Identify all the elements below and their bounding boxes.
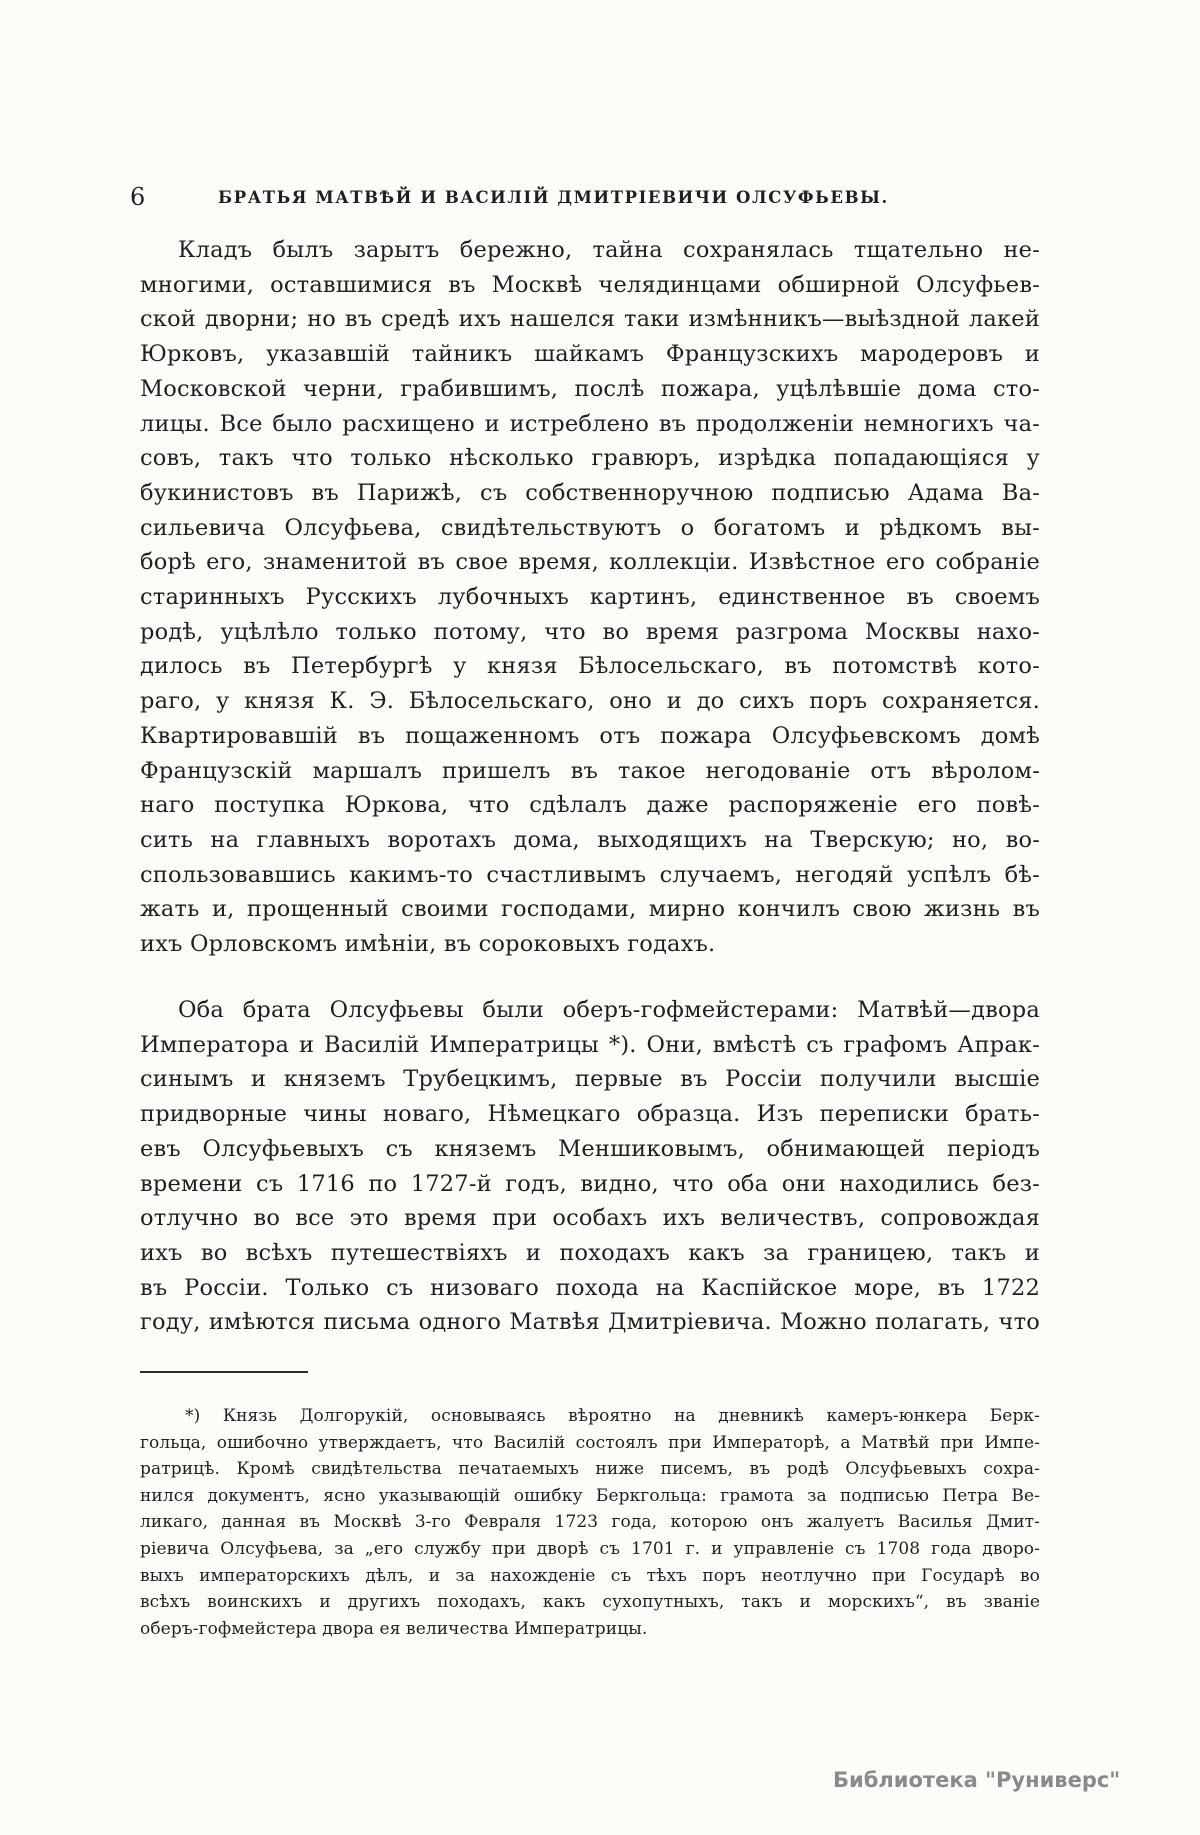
text-line: Квартировавшій въ пощаженномъ отъ пожара Олсуфьевскомъ домѣ bbox=[140, 722, 1040, 749]
text-line: совъ, такъ что только нѣсколько гравюръ, изрѣдка попадающіяся у bbox=[140, 445, 1040, 472]
text-line: родѣ, уцѣлѣло только потому, что во время разгрома Москвы нахо- bbox=[140, 618, 1040, 645]
text-line: Императора и Василій Императрицы *). Они, вмѣстѣ съ графомъ Апрак- bbox=[140, 1031, 1040, 1058]
text-line: синымъ и княземъ Трубецкимъ, первые въ Россіи получили высшіе bbox=[140, 1066, 1040, 1093]
footnote bbox=[140, 1403, 1040, 1642]
text-line: Юрковъ, указавшій тайникъ шайкамъ Французскихъ мародеровъ и bbox=[140, 341, 1040, 368]
text-line: дилось въ Петербургѣ у князя Бѣлосельскаго, въ потомствѣ кото- bbox=[140, 653, 1040, 680]
text-line: наго поступка Юркова, что сдѣлалъ даже распоряженіе его повѣ- bbox=[140, 792, 1040, 819]
text-line: ихъ Орловскомъ имѣніи, въ сороковыхъ годахъ. bbox=[140, 931, 716, 958]
footnote-line: ратрицѣ. Кромѣ свидѣтельства печатаемыхъ ниже писемъ, въ родѣ Олсуфьевыхъ сохра- bbox=[140, 1459, 1040, 1480]
page-number: 6 bbox=[130, 183, 146, 211]
text-line: ской дворни; но въ средѣ ихъ нашелся таки измѣнникъ—выѣздной лакей bbox=[140, 306, 1040, 333]
text-line: жать и, прощенный своими господами, мирно кончилъ свою жизнь въ bbox=[140, 896, 1040, 923]
footnote-line: выхъ императорскихъ дѣлъ, и за нахожденіе съ тѣхъ поръ неотлучно при Государѣ во bbox=[140, 1565, 1040, 1586]
text-line: придворные чины новаго, Нѣмецкаго образца. Изъ переписки брать- bbox=[140, 1101, 1040, 1128]
footnote-line: *) Князь Долгорукій, основываясь вѣроятно на дневникѣ камеръ-юнкера Берк- bbox=[185, 1406, 1040, 1426]
text-line: Московской черни, грабившимъ, послѣ пожара, уцѣлѣвшіе дома сто- bbox=[140, 375, 1040, 402]
text-line: раго, у князя К. Э. Бѣлосельскаго, оно и до сихъ поръ сохраняется. bbox=[140, 688, 1040, 715]
library-watermark: Библиотека "Руниверс" bbox=[833, 1768, 1121, 1792]
footnote-line: ликаго, данная въ Москвѣ 3-го Февраля 1723 года, которою онъ жалуетъ Василья Дмит- bbox=[140, 1512, 1040, 1533]
paragraph bbox=[140, 233, 1040, 962]
text-line: букинистовъ въ Парижѣ, съ собственноручною подписью Адама Ва- bbox=[140, 479, 1040, 506]
text-line: времени съ 1716 по 1727-й годъ, видно, что оба они находились без- bbox=[140, 1170, 1040, 1197]
text-line: многими, оставшимися въ Москвѣ челядинцами обширной Олсуфьев- bbox=[140, 271, 1040, 298]
footnote-line: гольца, ошибочно утверждаетъ, что Василій состоялъ при Императорѣ, а Матвѣй при Импе- bbox=[140, 1432, 1040, 1453]
text-line: евъ Олсуфьевыхъ съ княземъ Меншиковымъ, обнимающей періодъ bbox=[140, 1135, 1040, 1162]
running-title: БРАТЬЯ МАТВѢЙ И ВАСИЛІЙ ДМИТРІЕВИЧИ ОЛСУФЬЕВЫ. bbox=[218, 188, 889, 207]
text-line: отлучно во все это время при особахъ ихъ величествъ, сопровождая bbox=[140, 1205, 1040, 1232]
text-line: сить на главныхъ воротахъ дома, выходящихъ на Тверскую; но, во- bbox=[140, 826, 1040, 853]
footnote-line: ріевича Олсуфьева, за „его службу при дворѣ съ 1701 г. и управленіе съ 1708 года дворо- bbox=[140, 1538, 1040, 1559]
footnote-line: всѣхъ воинскихъ и другихъ походахъ, какъ сухопутныхъ, такъ и морскихъ“, въ званіе bbox=[140, 1592, 1040, 1613]
text-line: Оба брата Олсуфьевы были оберъ-гофмейстерами: Матвѣй—двора bbox=[178, 997, 1040, 1023]
text-line: борѣ его, знаменитой въ свое время, коллекціи. Извѣстное его собраніе bbox=[140, 549, 1040, 576]
footnote-separator bbox=[140, 1371, 308, 1373]
text-line: Французскій маршалъ пришелъ въ такое негодованіе отъ вѣролом- bbox=[140, 757, 1040, 784]
text-line: спользовавшись какимъ-то счастливымъ случаемъ, негодяй успѣлъ бѣ- bbox=[140, 861, 1040, 888]
text-line: ихъ во всѣхъ путешествіяхъ и походахъ какъ за границею, такъ и bbox=[140, 1239, 1040, 1266]
paragraph bbox=[140, 993, 1040, 1340]
footnote-line: нился документъ, ясно указывающій ошибку Беркгольца: грамота за подписью Петра Ве- bbox=[140, 1485, 1040, 1506]
text-line: старинныхъ Русскихъ лубочныхъ картинъ, единственное въ своемъ bbox=[140, 584, 1040, 611]
text-line: въ Россіи. Только съ низоваго похода на Каспійское море, въ 1722 bbox=[140, 1274, 1040, 1301]
page-header bbox=[130, 183, 1040, 215]
text-line: лицы. Все было расхищено и истреблено въ продолженіи немногихъ ча- bbox=[140, 410, 1040, 437]
footnote-line: оберъ-гофмейстера двора ея величества Императрицы. bbox=[140, 1618, 648, 1639]
text-line: сильевича Олсуфьева, свидѣтельствуютъ о богатомъ и рѣдкомъ вы- bbox=[140, 514, 1040, 541]
text-line: Кладъ былъ зарытъ бережно, тайна сохранялась тщательно не- bbox=[178, 237, 1040, 263]
text-line: году, имѣются письма одного Матвѣя Дмитріевича. Можно полагать, что bbox=[140, 1309, 1040, 1336]
